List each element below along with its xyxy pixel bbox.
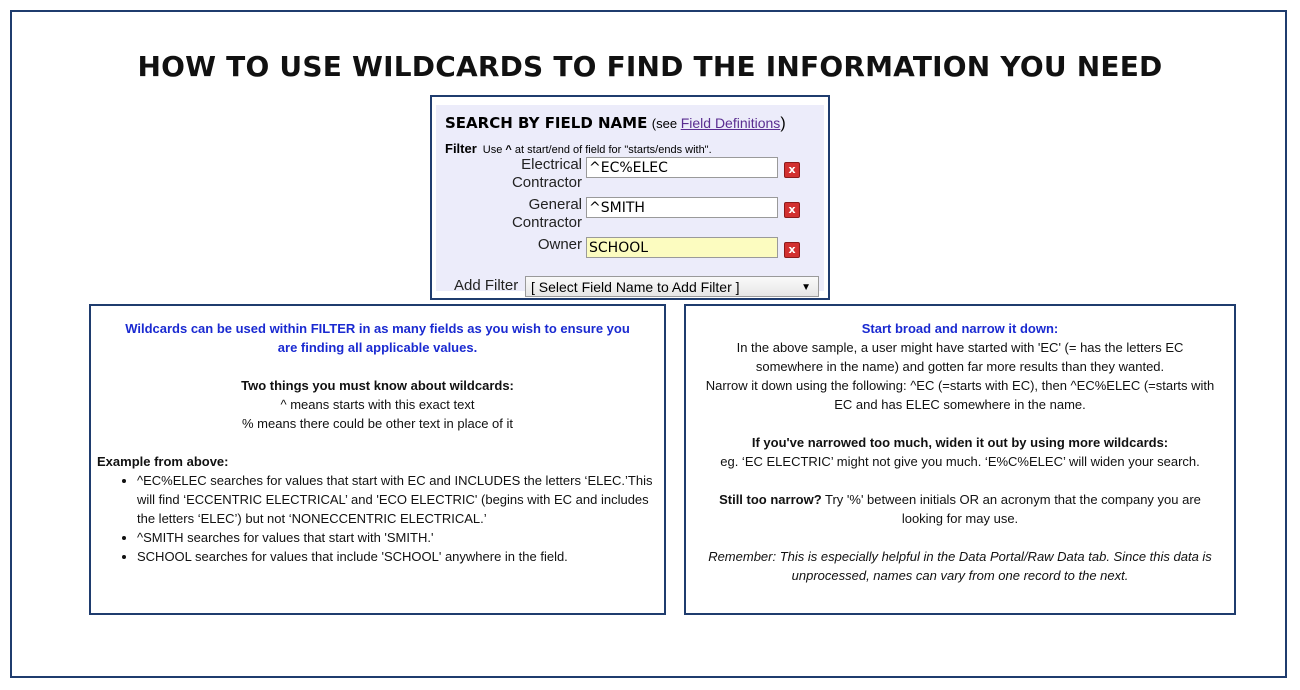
general-contractor-label [440, 196, 582, 232]
remember-note: Remember: This is especially helpful in the Data Portal/Raw Data tab. Since this data is unprocessed, names can vary from one record to the next. [708, 549, 1212, 583]
list-item: • SCHOOL searches for values that include 'SCHOOL' anywhere in the field. [137, 547, 658, 566]
start-broad-text: In the above sample, a user might have started with 'EC' (= has the letters EC somewhere in the name) and gotten far more results than they wanted. [736, 340, 1184, 374]
select-value: [ Select Field Name to Add Filter ] [531, 279, 740, 295]
widen-heading: If you've narrowed too much, widen it out by using more wildcards: [751, 435, 1169, 450]
electrical-contractor-input[interactable]: ^EC%ELEC [586, 157, 778, 178]
add-filter-label: Add Filter [454, 277, 519, 294]
still-too-narrow-label: Still too narrow? [719, 492, 822, 507]
filter-help-text-pre: Use [482, 144, 506, 156]
label-line: Contractor [511, 214, 582, 231]
remove-filter-icon[interactable]: x [784, 242, 800, 258]
still-too-narrow-body: Try '%' between initials OR an acronym that the company you are looking for may use. [821, 492, 1201, 526]
narrow-down-text: Narrow it down using the following: ^EC (=starts with EC), then ^EC%ELEC (=starts with EC and has ELEC somewhere in the name. [705, 378, 1215, 412]
search-by-field-title: SEARCH BY FIELD NAME [445, 114, 648, 132]
search-widget-panel [436, 105, 824, 295]
remove-filter-icon[interactable]: x [784, 162, 800, 178]
remove-filter-icon[interactable]: x [784, 202, 800, 218]
owner-label [440, 236, 582, 254]
add-filter-select[interactable] [525, 276, 819, 297]
still-too-narrow-text [704, 490, 1216, 528]
label-line: General [528, 196, 582, 213]
filter-help [445, 141, 712, 156]
field-definitions-link[interactable]: Field Definitions [680, 115, 781, 131]
intro-text: Wildcards can be used within FILTER in as many fields as you wish to ensure you are finding all applicable values. [125, 321, 630, 355]
filter-label: Filter [445, 141, 477, 156]
see-suffix: ) [780, 115, 786, 132]
label-line: Contractor [511, 174, 582, 191]
see-prefix: (see [651, 116, 681, 131]
wildcard-rules-box [89, 304, 666, 615]
page-title: HOW TO USE WILDCARDS TO FIND THE INFORMATION YOU NEED [137, 50, 1163, 83]
search-widget [430, 95, 830, 300]
start-broad-heading: Start broad and narrow it down: [861, 321, 1059, 336]
owner-input[interactable]: SCHOOL [586, 237, 778, 258]
label-line: Electrical [521, 156, 582, 173]
percent-rule: % means there could be other text in place of it [242, 416, 513, 431]
list-item: • ^EC%ELEC searches for values that start with EC and INCLUDES the letters ‘ELEC.’This will find ‘ECCENTRIC ELECTRICAL’ and 'ECO ELECTRIC' (begins with EC and includes the letters ‘ELEC’) but not ‘NONECCENTRIC ELECTRICAL.’ [137, 471, 658, 528]
widen-text: eg. ‘EC ELECTRIC’ might not give you much. ‘E%C%ELEC’ will widen your search. [720, 454, 1200, 469]
filter-help-caret: ^ [505, 144, 512, 156]
caret-rule: ^ means starts with this exact text [280, 397, 475, 412]
label-line: Owner [537, 236, 582, 253]
narrowing-tips-box [684, 304, 1236, 615]
search-widget-heading [445, 114, 786, 133]
two-things-heading: Two things you must know about wildcards: [241, 378, 514, 393]
chevron-down-icon: ▼ [801, 282, 811, 293]
filter-help-text-post: at start/end of field for "starts/ends with". [511, 144, 712, 156]
general-contractor-input[interactable]: ^SMITH [586, 197, 778, 218]
example-heading: Example from above: [97, 454, 229, 469]
example-list [97, 471, 658, 566]
list-item: • ^SMITH searches for values that start with 'SMITH.' [137, 528, 658, 547]
electrical-contractor-label [440, 156, 582, 192]
